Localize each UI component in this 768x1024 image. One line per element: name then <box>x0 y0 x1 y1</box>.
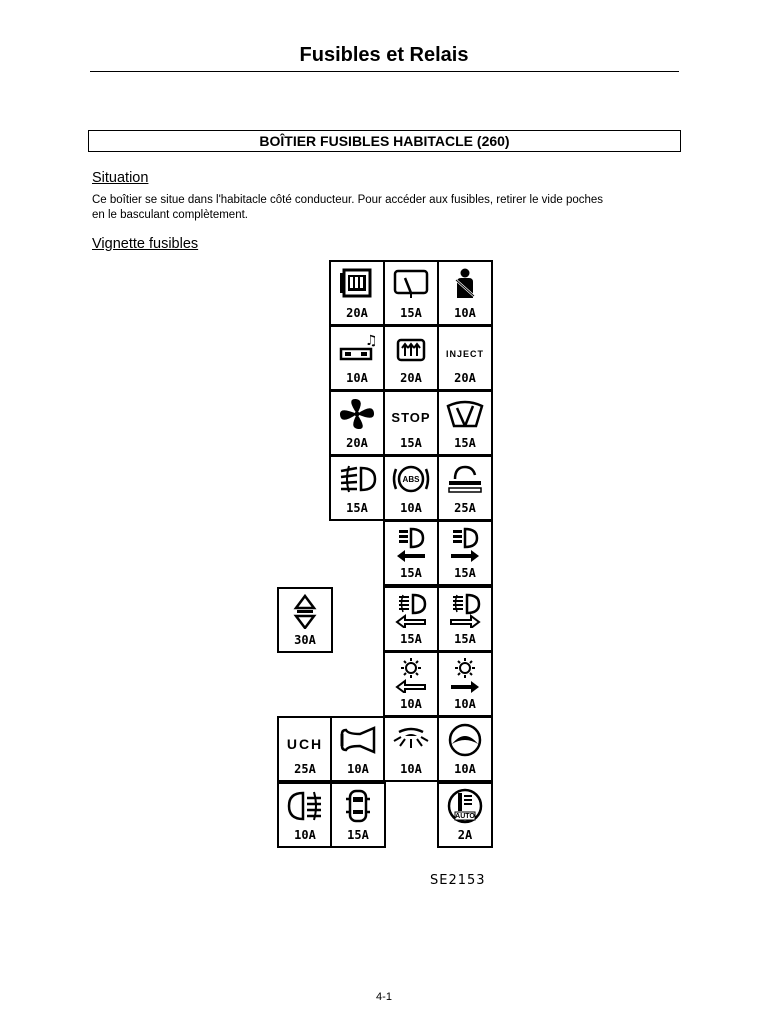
fuse-rating: 15A <box>400 566 422 580</box>
rear-wiper-icon <box>389 266 433 302</box>
fuse-rating: 2A <box>457 828 473 842</box>
page-title: Fusibles et Relais <box>299 44 469 66</box>
fuse-rating: 20A <box>346 306 368 320</box>
fuse-rating: 15A <box>400 306 422 320</box>
rear-defrost-icon <box>389 331 433 367</box>
situation-line-1: Ce boîtier se situe dans l'habitacle côté conducteur. Pour accéder aux fusibles, retirer le vide poches <box>92 194 604 206</box>
fuse-cell <box>383 325 439 391</box>
fan-icon <box>335 396 379 432</box>
page-number: 4-1 <box>376 991 392 1003</box>
diagnostic-socket-icon <box>335 266 379 302</box>
fuse-rating: 10A <box>294 828 316 842</box>
fuse-cell <box>277 716 333 782</box>
fuse-cell <box>330 782 386 848</box>
fuse-cell <box>383 586 439 652</box>
fuse-rating: 10A <box>454 762 476 776</box>
section-title: BOÎTIER FUSIBLES HABITACLE (260) <box>88 130 681 152</box>
vignette-heading: Vignette fusibles <box>92 236 199 252</box>
fuse-cell <box>329 325 385 391</box>
fog-light-front-icon <box>335 461 379 497</box>
front-wiper-icon <box>443 396 487 432</box>
fuse-cell <box>383 455 439 521</box>
auto-label: AUTO <box>455 813 475 820</box>
high-beam-right-icon <box>443 592 487 628</box>
fuse-rating: 10A <box>346 371 368 385</box>
fuse-cell <box>383 651 439 717</box>
fuse-rating: 20A <box>400 371 422 385</box>
fuse-rating: 15A <box>454 436 476 450</box>
fuse-cell <box>437 586 493 652</box>
fuse-rating: 10A <box>454 306 476 320</box>
fuse-cell <box>329 260 385 326</box>
fuse-rating: 10A <box>400 501 422 515</box>
fuse-cell <box>383 260 439 326</box>
fuse-rating: 15A <box>454 632 476 646</box>
svg-text:♫: ♫ <box>365 333 378 349</box>
inject-label: INJECT <box>445 349 484 359</box>
fuse-rating: 10A <box>347 762 369 776</box>
hazard-updown-icon <box>283 593 327 629</box>
car-topview-icon <box>336 788 380 824</box>
fuse-rating: 15A <box>454 566 476 580</box>
horn-icon <box>336 722 380 758</box>
steering-wheel-icon <box>443 722 487 758</box>
fuse-cell <box>277 587 333 653</box>
fuse-rating: 30A <box>294 633 316 647</box>
fuse-cell <box>383 520 439 586</box>
high-beam-left-icon <box>389 592 433 628</box>
fuse-cell <box>437 260 493 326</box>
fuse-cell <box>329 455 385 521</box>
title-rule <box>90 71 679 72</box>
fuse-cell <box>437 782 493 848</box>
seatbelt-icon <box>443 266 487 302</box>
fuse-cell <box>437 455 493 521</box>
fuse-rating: 20A <box>346 436 368 450</box>
radio-icon <box>335 331 379 367</box>
fuse-cell <box>437 520 493 586</box>
cigarette-lighter-icon <box>443 461 487 497</box>
stop-label: STOP <box>391 410 431 425</box>
situation-paragraph <box>92 193 692 222</box>
rear-fog-icon <box>283 788 327 824</box>
fuse-rating: 15A <box>346 501 368 515</box>
fuse-rating: 15A <box>400 436 422 450</box>
fuse-rating: 10A <box>454 697 476 711</box>
fuse-rating: 15A <box>347 828 369 842</box>
fuse-cell <box>329 390 385 456</box>
uch-label: UCH <box>286 736 324 752</box>
low-beam-left-icon <box>389 526 433 562</box>
fuse-rating: 15A <box>400 632 422 646</box>
fuse-cell <box>383 716 439 782</box>
situation-line-2: en le basculant complètement. <box>92 208 248 221</box>
fuse-rating: 10A <box>400 762 422 776</box>
fuse-cell <box>437 325 493 391</box>
figure-reference: SE2153 <box>430 873 486 888</box>
fuse-cell <box>437 390 493 456</box>
fuse-cell <box>277 782 333 848</box>
interior-light-icon <box>389 722 433 758</box>
fuse-rating: 10A <box>400 697 422 711</box>
fuse-cell <box>437 716 493 782</box>
situation-heading: Situation <box>92 170 149 186</box>
low-beam-right-icon <box>443 526 487 562</box>
fuse-rating: 20A <box>454 371 476 385</box>
fuse-cell <box>437 651 493 717</box>
side-light-right-icon <box>443 657 487 693</box>
side-light-left-icon <box>389 657 433 693</box>
fuse-cell <box>330 716 386 782</box>
abs-label: ABS <box>402 475 420 484</box>
fuse-cell <box>383 390 439 456</box>
fuse-rating: 25A <box>454 501 476 515</box>
fuse-rating: 25A <box>294 762 316 776</box>
